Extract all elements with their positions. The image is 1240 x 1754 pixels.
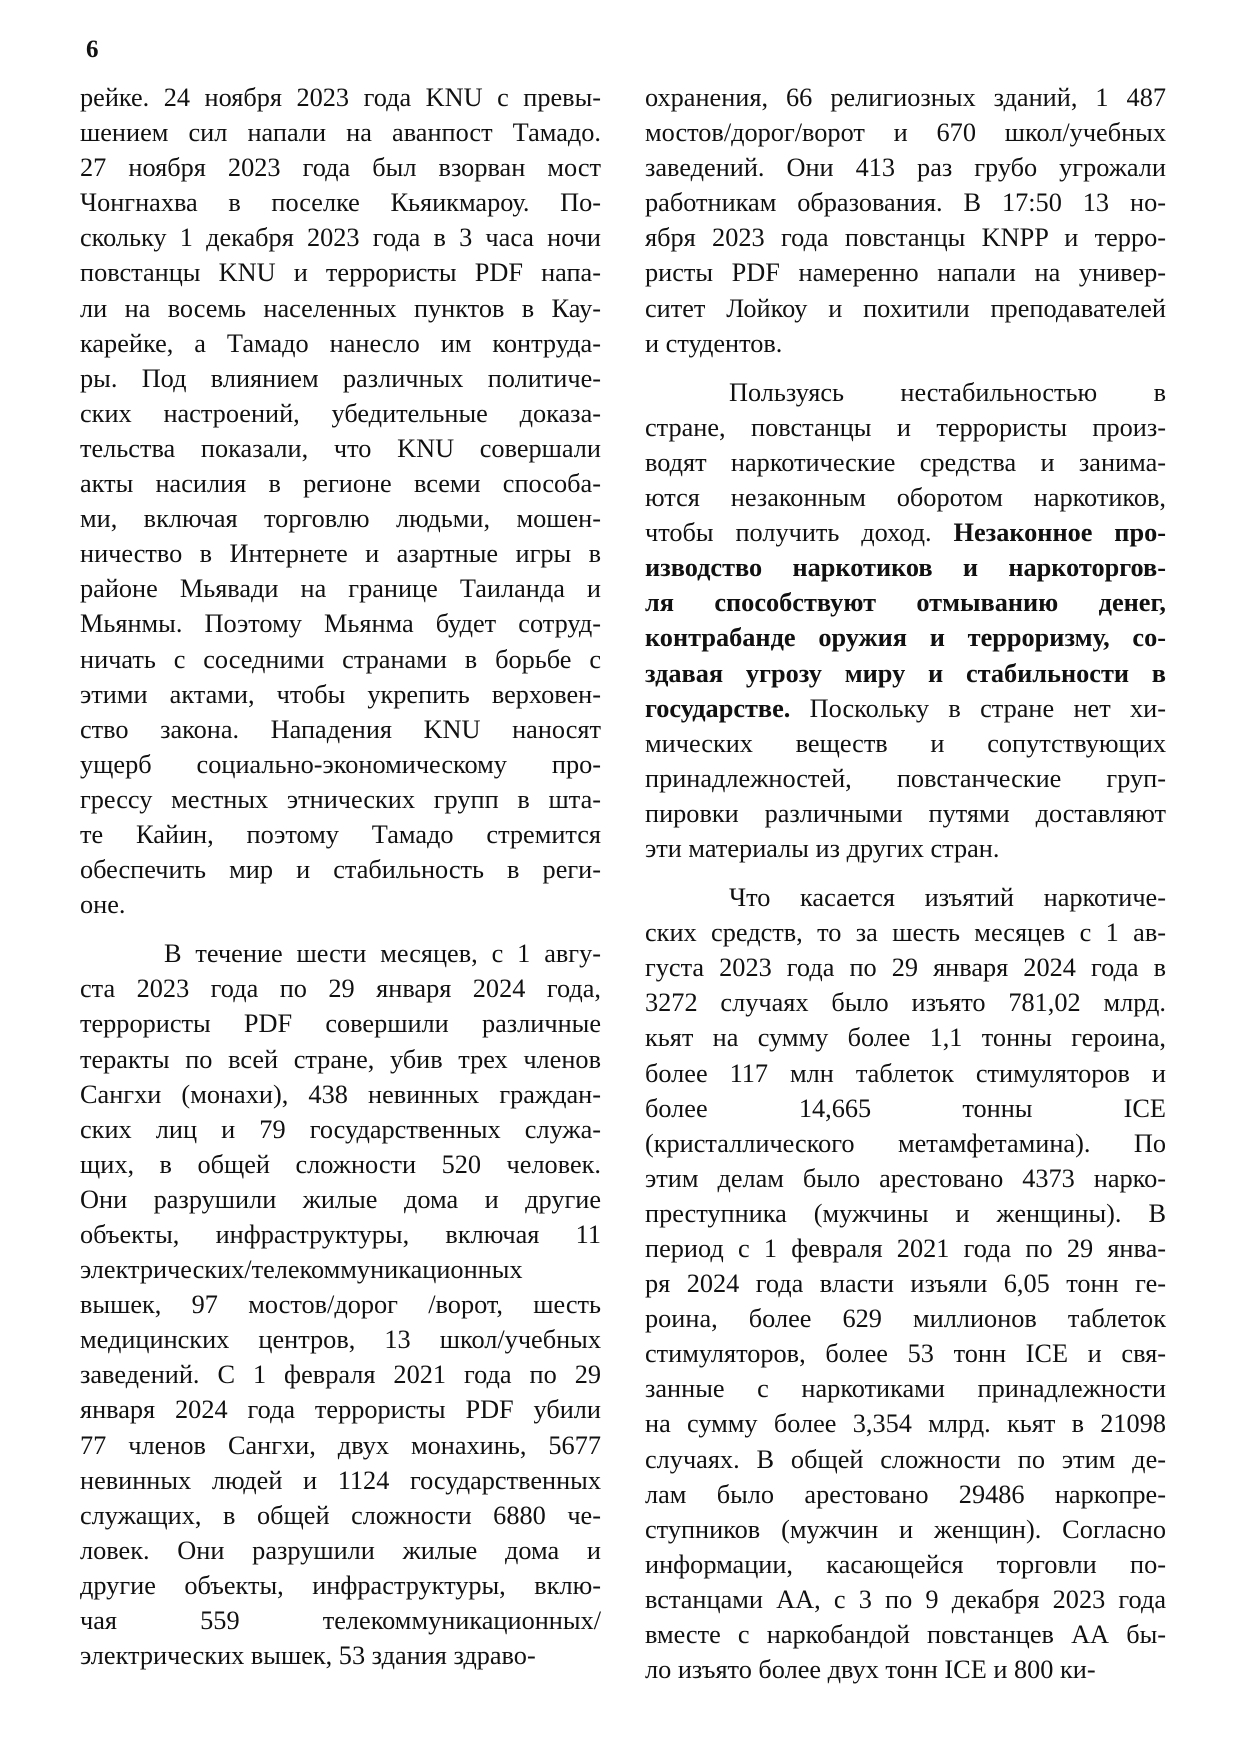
text-line: работникам образования. В 17:50 13 но- <box>645 188 1166 218</box>
text-line: другие объекты, инфраструктуры, вклю- <box>80 1570 601 1600</box>
text-line: января 2024 года террористы PDF убили <box>80 1395 601 1425</box>
text-line: обеспечить мир и стабильность в реги- <box>80 855 601 885</box>
paragraph <box>645 375 1166 866</box>
text-line <box>645 550 1166 585</box>
text-line: те Кайин, поэтому Тамадо стремится <box>80 819 601 849</box>
text-line: мических веществ и сопутствующих <box>645 728 1166 758</box>
text-line: Они разрушили жилые дома и другие <box>80 1184 601 1214</box>
text-line: акты насилия в регионе всеми способа- <box>80 469 601 499</box>
text-line: ступников (мужчин и женщин). Согласно <box>645 1514 1166 1544</box>
text-line <box>645 515 1166 550</box>
text-line: теракты по всей стране, убив трех членов <box>80 1044 601 1074</box>
right-column <box>645 80 1166 1687</box>
text-line: невинных людей и 1124 государственных <box>80 1465 601 1495</box>
text-line: на сумму более 3,354 млрд. кьят в 21098 <box>645 1409 1166 1439</box>
text-line: ября 2023 года повстанцы KNPP и терро- <box>645 223 1166 253</box>
text-line: принадлежностей, повстанческие груп- <box>645 763 1166 793</box>
text-line: лам было арестовано 29486 наркопре- <box>645 1479 1166 1509</box>
text-line: ских лиц и 79 государственных служа- <box>80 1114 601 1144</box>
text-line: ничество в Интернете и азартные игры в <box>80 539 601 569</box>
text-line: шением сил напали на аванпост Тамадо. <box>80 118 601 148</box>
bold-text-run: государстве. <box>645 693 791 723</box>
text-line: более 117 млн таблеток стимуляторов и <box>645 1058 1166 1088</box>
text-line: этими актами, чтобы укрепить верховен- <box>80 679 601 709</box>
bold-text-run: ля способствуют отмыванию денег, <box>645 588 1166 618</box>
text-line: ских средств, то за шесть месяцев с 1 ав- <box>645 918 1166 948</box>
text-line: вместе с наркобандой повстанцев АА бы- <box>645 1620 1166 1650</box>
text-line: густа 2023 года по 29 января 2024 года в <box>645 953 1166 983</box>
text-line: этим делам было арестовано 4373 нарко- <box>645 1163 1166 1193</box>
text-line: ристы PDF намеренно напали на универ- <box>645 258 1166 288</box>
text-line: оне. <box>80 890 126 920</box>
text-line: кьят на сумму более 1,1 тонны героина, <box>645 1023 1166 1053</box>
paragraph <box>645 80 1166 361</box>
text-line: стране, повстанцы и террористы произ- <box>645 412 1166 442</box>
text-line: ство закона. Нападения KNU наносят <box>80 714 601 744</box>
text-line: карейке, а Тамадо нанесло им контруда- <box>80 328 601 358</box>
text-line <box>645 691 1166 726</box>
text-line: 27 ноября 2023 года был взорван мост <box>80 153 601 183</box>
text-line: ских настроений, убедительные доказа- <box>80 398 601 428</box>
text-line: районе Мьявади на границе Таиланда и <box>80 574 601 604</box>
text-line <box>645 585 1166 620</box>
text-line: рейке. 24 ноября 2023 года KNU с превы- <box>80 83 601 112</box>
page-number: 6 <box>86 36 99 63</box>
bold-text-run: здавая угрозу миру и стабильности в <box>645 658 1166 688</box>
text-line: объекты, инфраструктуры, включая 11 <box>80 1220 601 1249</box>
text-line: ловек. Они разрушили жилые дома и <box>80 1535 601 1565</box>
text-line: охранения, 66 религиозных зданий, 1 487 <box>645 83 1166 112</box>
text-line: служащих, в общей сложности 6880 че- <box>80 1500 601 1530</box>
text-line: 3272 случаях было изъято 781,02 млрд. <box>645 988 1166 1018</box>
text-line <box>645 620 1166 655</box>
text-line: заведений. Они 413 раз грубо угрожали <box>645 153 1166 183</box>
text-line: и студентов. <box>645 328 783 358</box>
text-line: электрических вышек, 53 здания здраво- <box>80 1641 536 1671</box>
text-line: занные с наркотиками принадлежности <box>645 1374 1166 1404</box>
bold-text-run: изводство наркотиков и наркоторгов- <box>645 553 1166 583</box>
bold-text-run: контрабанде оружия и терроризму, со- <box>645 623 1166 653</box>
text-line: повстанцы KNU и террористы PDF напа- <box>80 258 601 288</box>
text-line: скольку 1 декабря 2023 года в 3 часа ночи <box>80 223 601 253</box>
text-line: заведений. С 1 февраля 2021 года по 29 <box>80 1360 601 1390</box>
text-line <box>645 656 1166 691</box>
left-column <box>80 80 601 1673</box>
paragraph-gap <box>80 922 601 936</box>
text-line: мостов/дорог/ворот и 670 школ/учебных <box>645 118 1166 148</box>
paragraph-gap <box>645 866 1166 880</box>
text-line: роина, более 629 миллионов таблеток <box>645 1304 1166 1334</box>
text-line: Сангхи (монахи), 438 невинных граждан- <box>80 1079 601 1109</box>
text-line: 77 членов Сангхи, двух монахинь, 5677 <box>80 1430 601 1460</box>
text-line: преступника (мужчины и женщины). В <box>645 1198 1166 1228</box>
text-line: (кристаллического метамфетамина). По <box>645 1128 1166 1158</box>
text-line: чая 559 телекоммуникационных/ <box>80 1606 601 1636</box>
text-line: период с 1 февраля 2021 года по 29 янва- <box>645 1234 1166 1263</box>
text-line: случаях. В общей сложности по этим де- <box>645 1444 1166 1474</box>
text-line: ущерб социально-экономическому про- <box>80 749 601 779</box>
text-run: Поскольку в стране нет хи- <box>790 693 1166 723</box>
text-line: ло изъято более двух тонн ICE и 800 ки- <box>645 1655 1096 1685</box>
text-line: ря 2024 года власти изъяли 6,05 тонн ге- <box>645 1269 1166 1299</box>
paragraph <box>80 936 601 1673</box>
text-line: ситет Лойкоу и похитили преподавателей <box>645 293 1166 323</box>
text-line: вышек, 97 мостов/дорог /ворот, шесть <box>80 1290 601 1320</box>
text-line: информации, касающейся торговли по- <box>645 1549 1166 1579</box>
paragraph-gap <box>645 361 1166 375</box>
text-line: стимуляторов, более 53 тонн ICE и свя- <box>645 1339 1166 1369</box>
text-line: Чонгнахва в поселке Кьяикмароу. По- <box>80 188 601 218</box>
text-line: ли на восемь населенных пунктов в Кау- <box>80 293 601 323</box>
text-line: более 14,665 тонны ICE <box>645 1093 1166 1123</box>
text-run: чтобы получить доход. <box>645 518 954 548</box>
text-line: грессу местных этнических групп в шта- <box>80 784 601 814</box>
text-line: Что касается изъятий наркотиче- <box>729 883 1166 913</box>
text-line: тельства показали, что KNU совершали <box>80 433 601 463</box>
text-line: электрических/телекоммуникационных <box>80 1255 523 1285</box>
text-line: Пользуясь нестабильностью в <box>729 377 1166 407</box>
text-line: эти материалы из других стран. <box>645 833 1000 863</box>
text-line: пировки различными путями доставляют <box>645 798 1166 828</box>
text-line: водят наркотические средства и занима- <box>645 447 1166 477</box>
bold-text-run: Незаконное про- <box>953 518 1166 548</box>
text-line: медицинских центров, 13 школ/учебных <box>80 1325 601 1355</box>
paragraph <box>645 880 1166 1687</box>
text-line: ничать с соседними странами в борьбе с <box>80 644 601 674</box>
text-line: террористы PDF совершили различные <box>80 1009 601 1039</box>
text-line: ста 2023 года по 29 января 2024 года, <box>80 974 601 1004</box>
text-line: В течение шести месяцев, с 1 авгу- <box>164 939 601 969</box>
text-line: щих, в общей сложности 520 человек. <box>80 1149 601 1179</box>
text-line: ры. Под влиянием различных политиче- <box>80 363 601 393</box>
paragraph <box>80 80 601 922</box>
text-line: ются незаконным оборотом наркотиков, <box>645 483 1166 513</box>
text-line: Мьянмы. Поэтому Мьянма будет сотруд- <box>80 609 601 639</box>
text-line: ми, включая торговлю людьми, мошен- <box>80 504 601 534</box>
text-line: встанцами АА, с 3 по 9 декабря 2023 года <box>645 1584 1166 1614</box>
